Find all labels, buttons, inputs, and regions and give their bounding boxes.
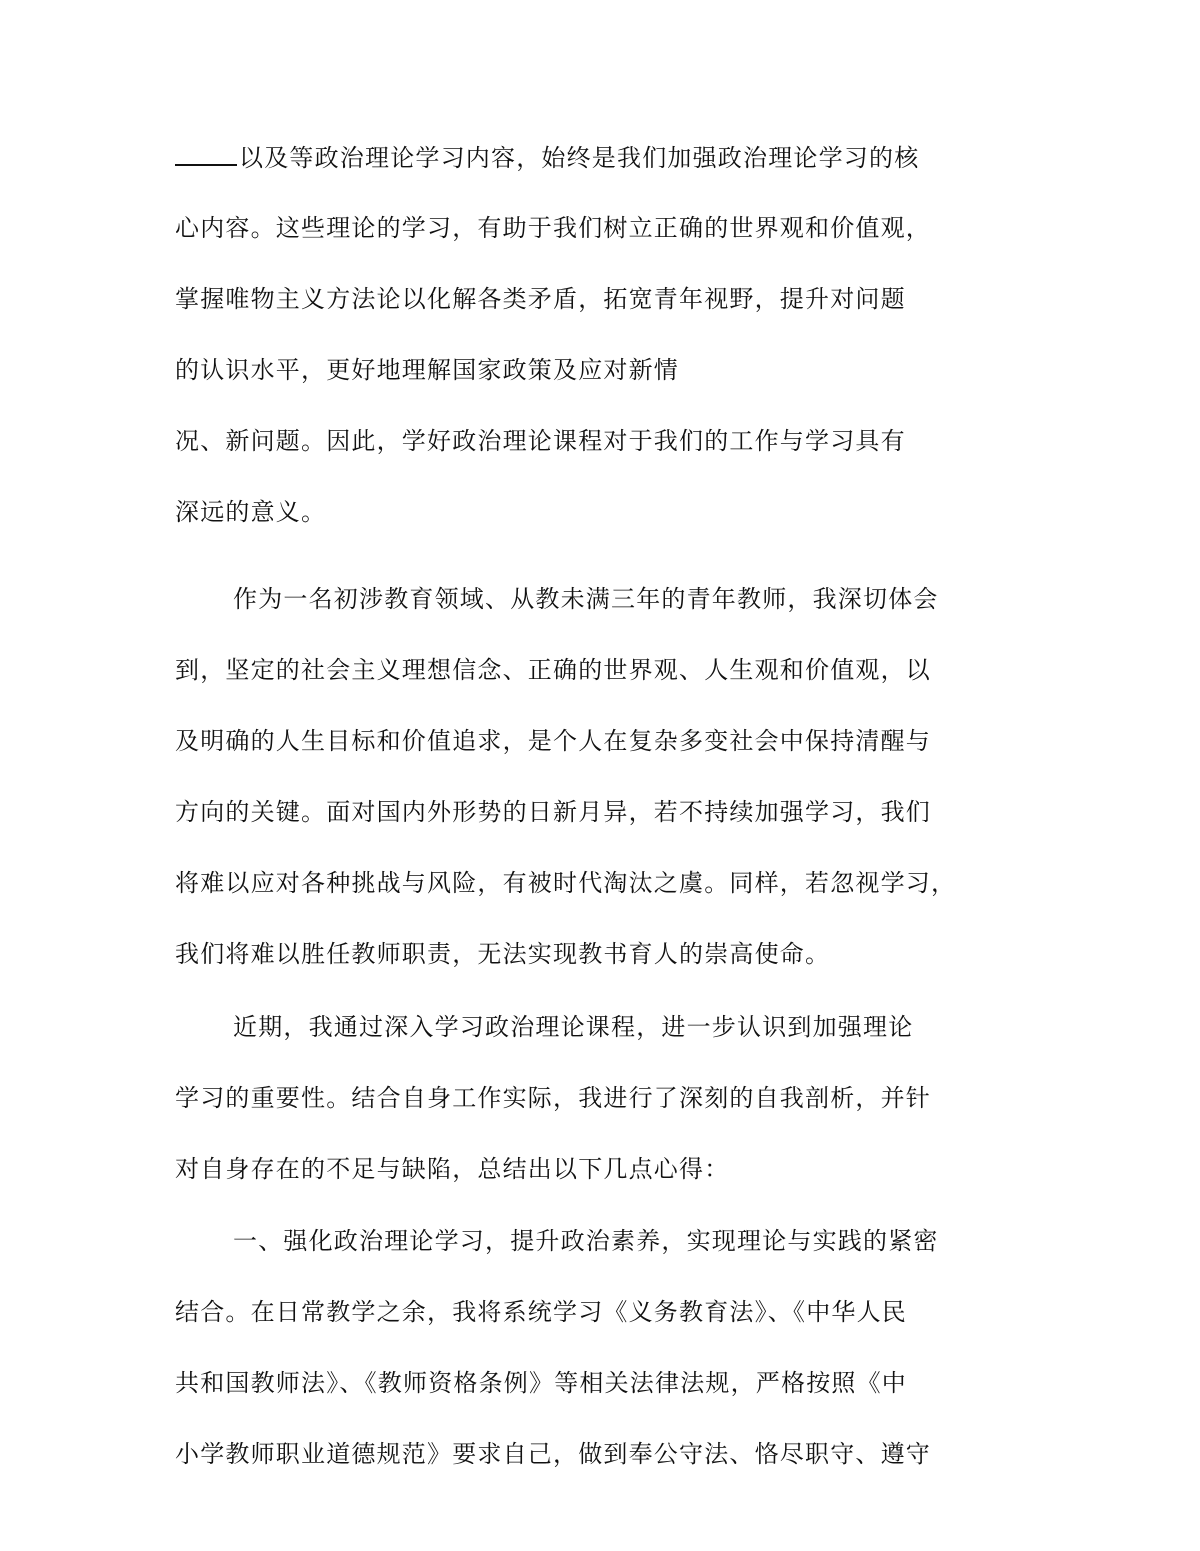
- paragraph-2-line-4: 方向的关键。面对国内外形势的日新月异，若不持续加强学习，我们: [175, 798, 931, 826]
- paragraph-4-line-4: 小学教师职业道德规范》要求自己，做到奉公守法、恪尽职守、遵守: [175, 1440, 931, 1468]
- paragraph-1-line-2: 心内容。这些理论的学习，有助于我们树立正确的世界观和价值观，: [175, 214, 931, 242]
- paragraph-1-line-6: 深远的意义。: [175, 498, 327, 526]
- paragraph-2-line-1: 作为一名初涉教育领域、从教未满三年的青年教师，我深切体会: [233, 585, 939, 613]
- paragraph-2-line-2: 到，坚定的社会主义理想信念、正确的世界观、人生观和价值观，以: [175, 656, 931, 684]
- paragraph-3-line-3: 对自身存在的不足与缺陷，总结出以下几点心得：: [175, 1155, 730, 1183]
- fill-in-blank: [175, 142, 237, 166]
- paragraph-2-line-3: 及明确的人生目标和价值追求，是个人在复杂多变社会中保持清醒与: [175, 727, 931, 755]
- paragraph-1-line-3: 掌握唯物主义方法论以化解各类矛盾，拓宽青年视野，提升对问题: [175, 285, 906, 313]
- paragraph-4-line-3: 共和国教师法》、《教师资格条例》等相关法律法规，严格按照《中: [175, 1369, 907, 1397]
- paragraph-1-line-5: 况、新问题。因此，学好政治理论课程对于我们的工作与学习具有: [175, 427, 906, 455]
- paragraph-1-line-4: 的认识水平，更好地理解国家政策及应对新情: [175, 356, 679, 384]
- paragraph-3-line-1: 近期，我通过深入学习政治理论课程，进一步认识到加强理论: [233, 1013, 914, 1041]
- paragraph-2-line-5: 将难以应对各种挑战与风险，有被时代淘汰之虞。同样，若忽视学习，: [175, 869, 957, 897]
- paragraph-4-line-2: 结合。在日常教学之余，我将系统学习《义务教育法》、《中华人民: [175, 1298, 907, 1326]
- paragraph-1-line-1: [175, 142, 919, 173]
- paragraph-4-line-1: 一、强化政治理论学习，提升政治素养，实现理论与实践的紧密: [233, 1227, 939, 1255]
- paragraph-3-line-2: 学习的重要性。结合自身工作实际，我进行了深刻的自我剖析，并针: [175, 1084, 931, 1112]
- paragraph-1-line-1-text: 以及等政治理论学习内容，始终是我们加强政治理论学习的核: [239, 144, 920, 172]
- paragraph-2-line-6: 我们将难以胜任教师职责，无法实现教书育人的崇高使命。: [175, 940, 831, 968]
